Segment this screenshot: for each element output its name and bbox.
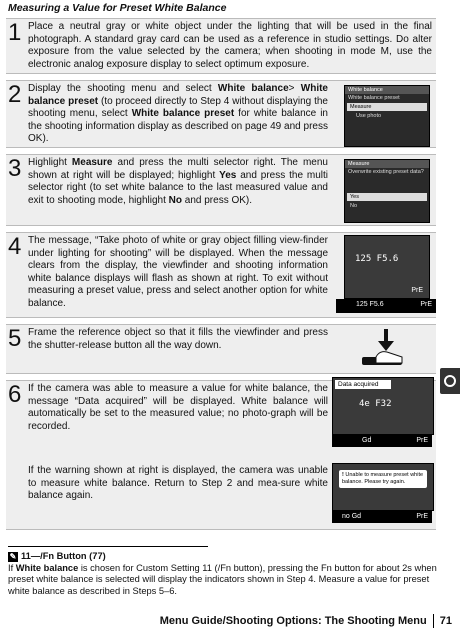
text-run: is chosen for Custom Setting 11 (/Fn button), pressing the Fn button for about 2s when preset white balance is selected will display the indicators shown in Step 4. Measure a value for preset white balance as described in Steps 5–6. — [8, 562, 437, 596]
menu-header: White balance — [345, 86, 429, 94]
step-5 — [6, 324, 436, 374]
viewfinder-preset: PrE — [420, 301, 432, 308]
screen-overwrite-confirm — [344, 159, 430, 223]
step-1 — [6, 18, 436, 74]
menu-item-use-photo: Use photo — [356, 113, 382, 119]
text-run: If — [8, 562, 16, 573]
screen-info-display — [344, 235, 430, 299]
menu-item-measure: Measure — [347, 103, 427, 111]
screen-data-acquired — [332, 377, 434, 435]
no-good-indicator: no Gd — [342, 513, 362, 520]
step-number: 4 — [8, 233, 22, 260]
viewfinder-readout: 125 F5.6 — [356, 301, 384, 308]
overwrite-question: Overwrite existing preset data? — [348, 169, 424, 175]
measured-value-readout: 4e F32 — [359, 399, 392, 409]
text-run: > — [288, 83, 301, 94]
menu-term: White balance preset — [28, 83, 328, 107]
menu-term: Yes — [219, 169, 237, 181]
step-text-warning: If the warning shown at right is displayed, the camera was unable to measure white balance. Return to Step 2 and mea-sure white balance again. — [28, 465, 328, 502]
menu-header: Measure — [345, 160, 429, 168]
warning-text: Unable to measure preset white balance. Please try again. — [342, 472, 424, 485]
menu-term: White balance — [217, 83, 289, 94]
footer-separator — [433, 614, 434, 628]
shutter-aperture-readout: 125 F5.6 — [355, 254, 399, 264]
step-text: If the camera was able to measure a value for white balance, the message “Data acquired” will be displayed. White balance will automatically be set to the measured value; no photo-graph will be recorded. — [28, 383, 328, 432]
option-no: No — [350, 203, 358, 209]
step-2 — [6, 80, 436, 148]
text-run: and press the multi selector right. The menu shown at right will be displayed; highlight — [28, 157, 328, 181]
step-6 — [6, 380, 436, 530]
note-heading-text: 11—/Fn Button (77) — [21, 551, 106, 561]
page-number: 71 — [439, 614, 452, 627]
step-number: 2 — [8, 81, 22, 108]
custom-setting-note — [8, 551, 438, 597]
page-title: Measuring a Value for Preset White Balance — [8, 2, 227, 14]
preset-indicator: PrE — [416, 437, 428, 444]
step-text — [28, 157, 328, 207]
step-3 — [6, 154, 436, 226]
menu-subheader: White balance preset — [348, 95, 400, 101]
text-run: (to proceed directly to Step 4 without displaying the shooting menu, select — [28, 95, 328, 120]
camera-icon — [440, 368, 460, 394]
step-text — [28, 235, 328, 311]
step-4 — [6, 232, 436, 318]
text-run: Highlight — [28, 157, 72, 168]
shutter-press-icon — [356, 327, 416, 373]
viewfinder-no-good — [332, 511, 432, 523]
text-run: The message, “Take photo of white or gray object filling view-finder under lighting for shooting” will be displayed. When the message clears from the display, the viewfinder and shooting information white balance displays will flash as shown at right. To exit without measuring a preset value, press and select another option for white balance. — [28, 235, 328, 309]
screen-wb-preset-menu — [344, 85, 430, 147]
page-footer — [160, 614, 452, 628]
viewfinder-data-acquired — [332, 435, 432, 447]
preset-indicator: PrE — [411, 287, 423, 294]
step-text — [28, 83, 328, 146]
menu-term: Measure — [71, 157, 113, 168]
text-run: Display the shooting menu and select — [28, 83, 218, 94]
warning-icon: ! — [342, 472, 346, 478]
pencil-icon: ✎ — [9, 552, 17, 561]
step-number: 1 — [8, 19, 22, 46]
step-text: Place a neutral gray or white object under the lighting that will be used in the final photograph. A standard gray card can be used as a reference in studio settings. Do alter exposure from the value selected by the camera; when shooting in mode M, use the electronic analog exposure display to select optimum exposure. — [28, 21, 432, 70]
option-yes: Yes — [347, 193, 427, 201]
menu-term: White balance — [15, 562, 79, 573]
data-acquired-message: Data acquired — [335, 380, 391, 389]
step-text: Frame the reference object so that it fills the viewfinder and press the shutter-release button all the way down. — [28, 327, 328, 351]
note-heading — [8, 551, 438, 563]
note-divider — [8, 546, 208, 547]
note-body — [8, 563, 438, 598]
menu-term: No — [168, 194, 182, 206]
step-number: 5 — [8, 325, 22, 352]
step-number: 3 — [8, 155, 22, 182]
text-run: for white balance in the shooting information display as described on page 49 and press OK). — [28, 108, 328, 145]
warning-message — [339, 470, 427, 488]
preset-indicator: PrE — [416, 513, 428, 520]
step-number: 6 — [8, 381, 22, 408]
viewfinder-display — [336, 299, 436, 313]
text-run: and press the multi selector right (to set white balance to the last measured value and exit to shooting mode, highlight — [28, 169, 329, 206]
text-run: and press OK). — [182, 194, 253, 206]
screen-unable-to-measure — [332, 463, 434, 511]
good-indicator: Gd — [362, 437, 372, 444]
section-title: Menu Guide/Shooting Options: The Shooting Menu — [159, 614, 427, 627]
menu-term: White balance preset — [131, 108, 235, 120]
